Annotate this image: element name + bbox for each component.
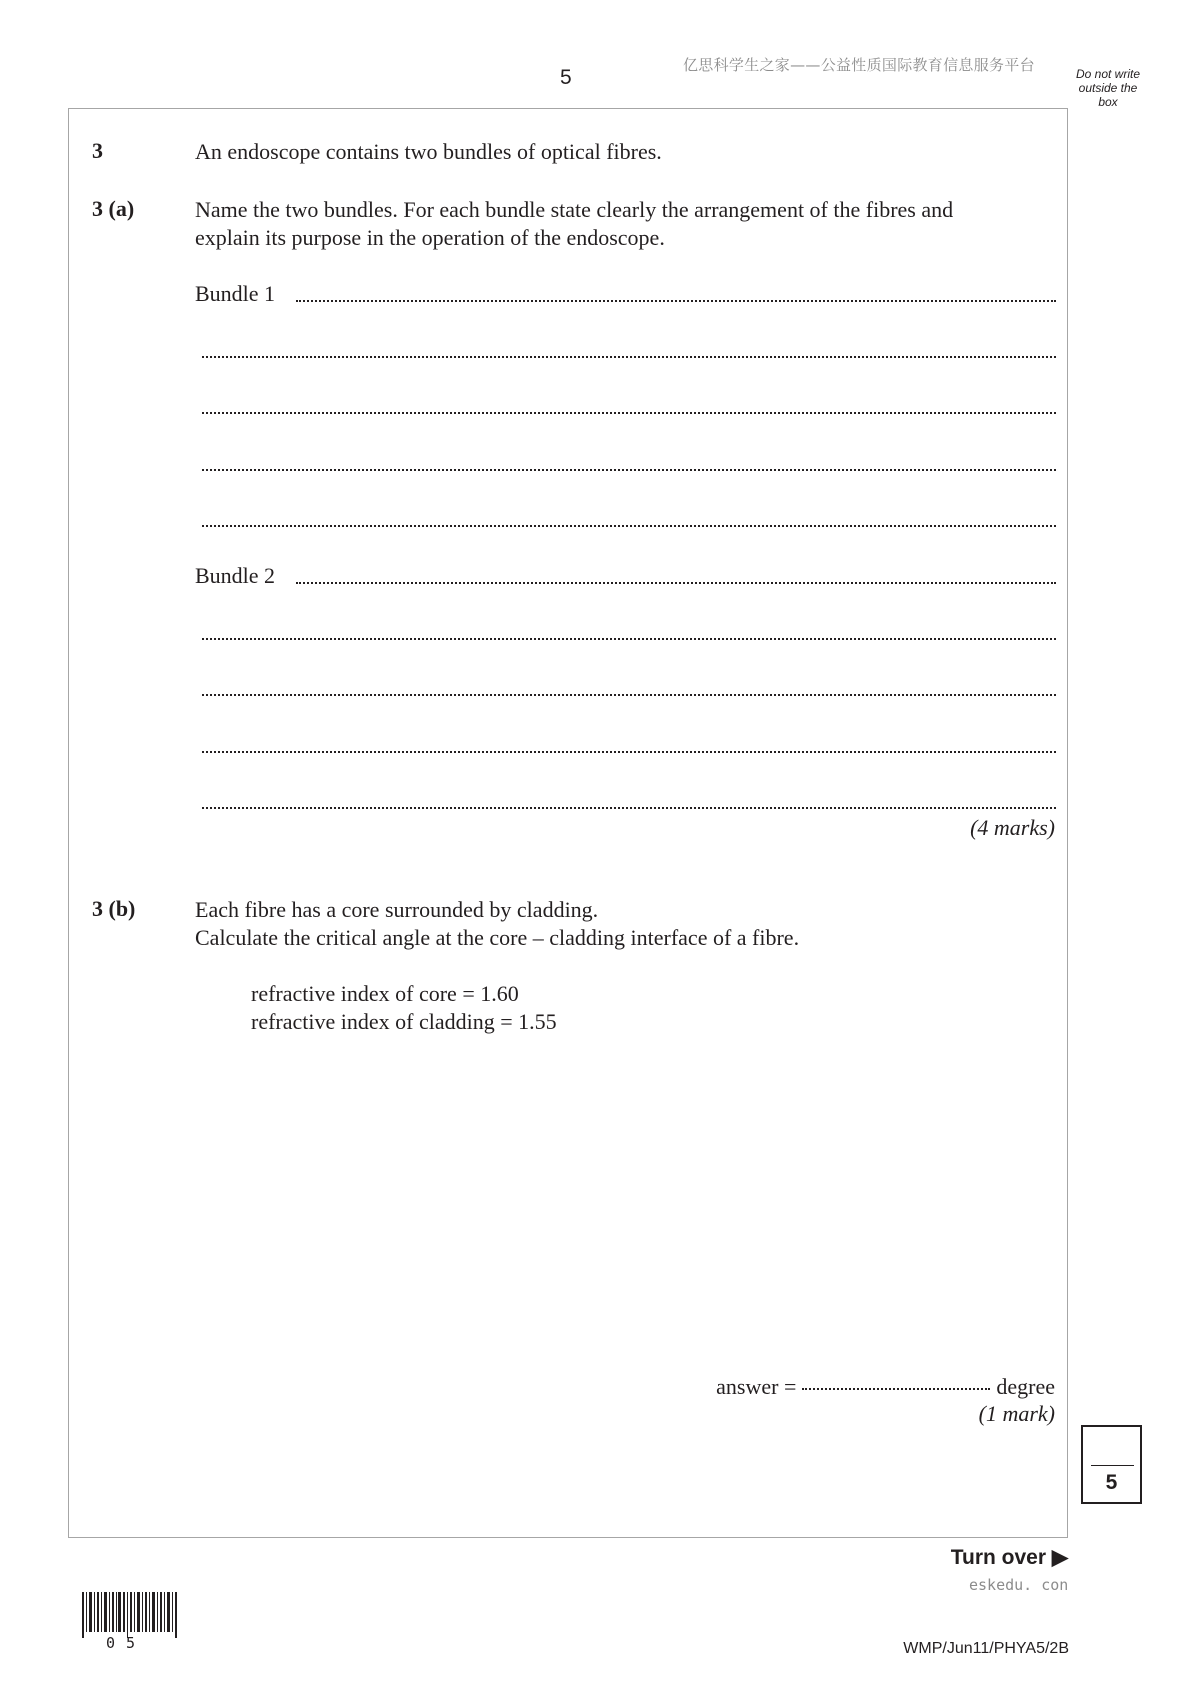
margin-note-line: outside the: [1078, 81, 1138, 95]
barcode-digits: 05: [106, 1634, 147, 1652]
bundle-2-answer-line[interactable]: [296, 580, 1056, 584]
score-box-rule: [1091, 1465, 1134, 1466]
paper-reference: WMP/Jun11/PHYA5/2B: [903, 1640, 1069, 1657]
part-a-text: [195, 196, 1075, 252]
margin-note-line: Do not write: [1075, 67, 1141, 81]
answer-input-line[interactable]: [802, 1388, 990, 1390]
bundle-2-answer-line[interactable]: [202, 749, 1056, 753]
part-b-text-line: Each fibre has a core surrounded by cladding.: [195, 897, 599, 922]
watermark-text: 亿思科学生之家——公益性质国际教育信息服务平台: [683, 56, 1035, 74]
bundle-2-answer-line[interactable]: [202, 636, 1056, 640]
part-a-text-line: explain its purpose in the operation of the endoscope.: [195, 225, 665, 250]
part-b-number: 3 (b): [92, 896, 136, 921]
part-b-text: [195, 896, 1055, 952]
bundle-2-answer-line[interactable]: [202, 692, 1056, 696]
bundle-1-answer-line[interactable]: [202, 467, 1056, 471]
part-b-marks: (1 mark): [978, 1401, 1055, 1426]
bundle-2-label: Bundle 2: [195, 563, 276, 588]
margin-note-line: box: [1098, 95, 1118, 109]
margin-note: [1068, 67, 1148, 109]
given-data: [251, 980, 557, 1036]
bundle-1-answer-line[interactable]: [202, 354, 1056, 358]
part-a-text-line: Name the two bundles. For each bundle state clearly the arrangement of the fibres and: [195, 197, 954, 222]
bundle-1-label: Bundle 1: [195, 281, 276, 306]
bundle-1-answer-line[interactable]: [202, 523, 1056, 527]
part-b-text-line: Calculate the critical angle at the core – cladding interface of a fibre.: [195, 925, 800, 950]
question-number: 3: [92, 138, 103, 163]
bundle-1-answer-line[interactable]: [202, 410, 1056, 414]
answer-line: [716, 1373, 1055, 1401]
page-number: 5: [560, 66, 572, 89]
answer-frame: [68, 108, 1068, 1538]
bundle-2-answer-line[interactable]: [202, 805, 1056, 809]
given-data-line: refractive index of core = 1.60: [251, 981, 519, 1006]
given-data-line: refractive index of cladding = 1.55: [251, 1009, 557, 1034]
part-a-number: 3 (a): [92, 196, 135, 221]
barcode-icon: [82, 1592, 178, 1638]
bundle-1-answer-line[interactable]: [296, 298, 1056, 302]
answer-unit: degree: [996, 1374, 1055, 1399]
turn-over-label: Turn over ▶: [950, 1546, 1068, 1569]
score-total: 5: [1105, 1471, 1118, 1494]
site-watermark: eskedu. con: [969, 1576, 1069, 1594]
question-stem: An endoscope contains two bundles of optical fibres.: [195, 139, 662, 164]
answer-prefix: answer =: [716, 1374, 797, 1399]
part-a-marks: (4 marks): [970, 815, 1055, 840]
